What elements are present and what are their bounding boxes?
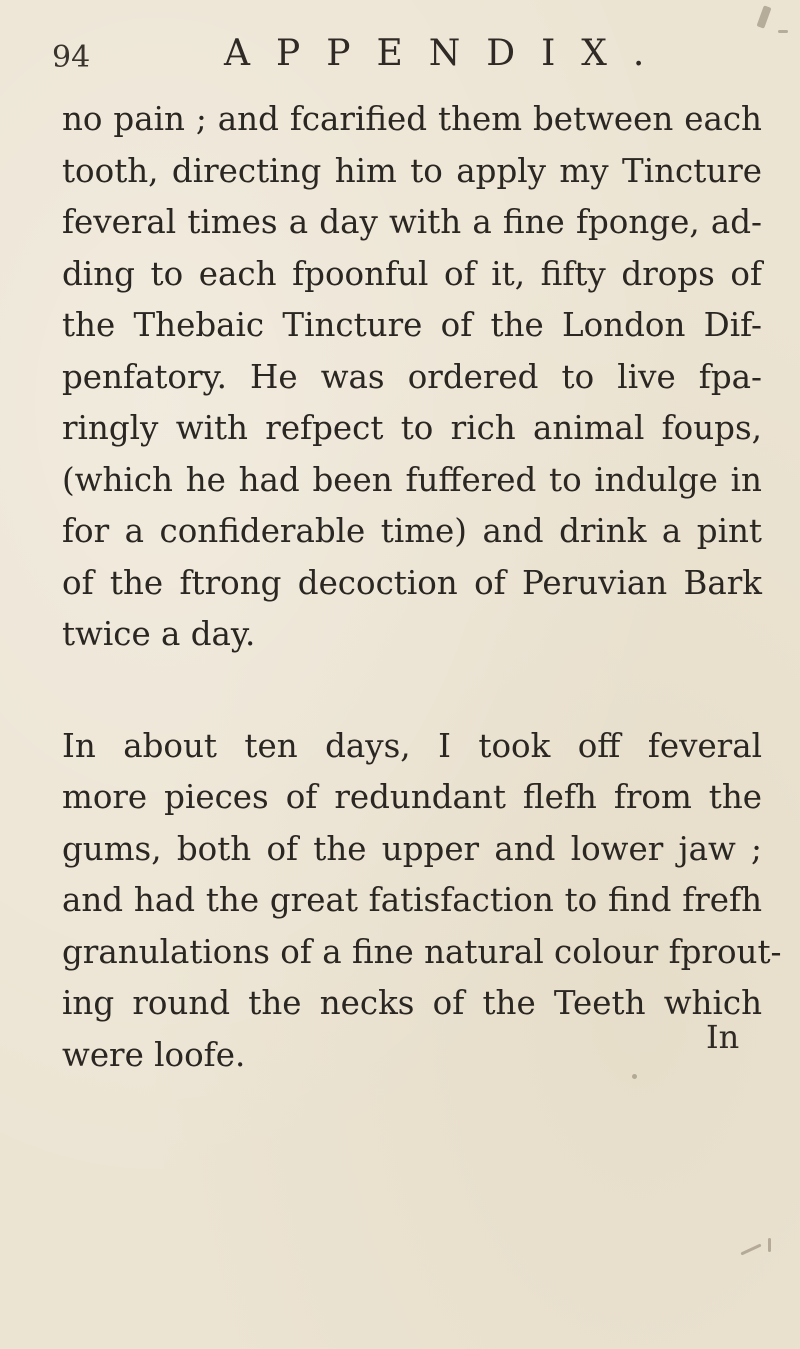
paper-speck [740, 1243, 761, 1255]
paper-speck [778, 30, 788, 33]
text-line: and had the great fatisfaction to find frefh [62, 881, 762, 919]
text-line: ding to each fpoonful of it, fifty drops of [62, 254, 762, 293]
text-line: of the ftrong decoction of Peruvian Bark [62, 563, 762, 602]
text-line: (which he had been fuffered to indulge in [62, 460, 762, 499]
body-text [62, 94, 782, 1081]
text-line: In about ten days, I took off feveral [62, 726, 762, 765]
text-line: twice a day. [62, 615, 256, 653]
paragraph-gap [62, 661, 762, 721]
text-line: the Thebaic Tincture of the London Dif- [62, 306, 762, 344]
paper-speck [632, 1074, 637, 1079]
text-line: ing round the necks of the Teeth which [62, 984, 762, 1022]
text-line: gums, both of the upper and lower jaw ; [62, 829, 762, 868]
running-head: APPENDIX. [224, 33, 671, 74]
text-line: granulations of a fine natural colour fprout- [62, 932, 782, 971]
page-header [52, 20, 752, 80]
page-number: 94 [52, 40, 91, 75]
text-line: tooth, directing him to apply my Tincture [62, 151, 762, 190]
text-line: for a confiderable time) and drink a pint [62, 512, 762, 550]
text-line: no pain ; and fcarified them between each [62, 100, 762, 138]
paper-speck [768, 1238, 771, 1252]
text-line: ringly with refpect to rich animal foups, [62, 409, 762, 447]
text-line: penfatory. He was ordered to live fpa- [62, 357, 762, 396]
paragraph-1 [62, 94, 762, 661]
text-line: were loofe. [62, 1035, 246, 1074]
catchword: In [706, 1018, 740, 1056]
paragraph-2 [62, 721, 782, 1082]
text-line: feveral times a day with a fine fponge, ad- [62, 203, 762, 241]
text-line: more pieces of redundant flefh from the [62, 778, 762, 816]
paper-speck [756, 5, 771, 28]
